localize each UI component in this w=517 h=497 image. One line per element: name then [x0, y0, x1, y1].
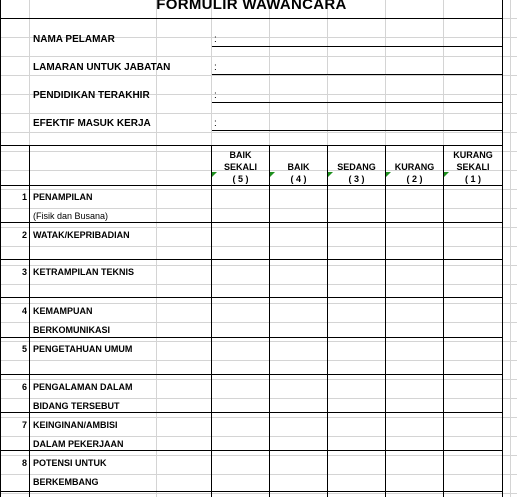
title-border-bottom	[0, 18, 503, 19]
gridline-horizontal	[0, 284, 517, 285]
table-header-border-bottom	[0, 185, 503, 186]
rating-header-score: ( 3 )	[348, 174, 365, 184]
field-label-lamaran-jabatan: LAMARAN UNTUK JABATAN	[33, 62, 171, 73]
criteria-name: KETRAMPILAN TEKNIS	[33, 267, 134, 277]
gridline-horizontal	[0, 360, 517, 361]
criteria-row-border	[0, 337, 503, 338]
rating-header-kurang-sekali	[444, 147, 502, 185]
rating-header-score: ( 2 )	[406, 174, 423, 184]
criteria-row-border	[0, 450, 503, 451]
table-col-divider	[385, 145, 386, 497]
criteria-number: 5	[21, 344, 27, 354]
field-colon: :	[214, 34, 217, 45]
criteria-name: PENAMPILAN	[33, 192, 93, 202]
criteria-name: KEMAMPUAN	[33, 306, 93, 316]
gridline-horizontal	[0, 265, 517, 266]
rating-header-sedang	[328, 147, 385, 185]
rating-header-baik	[270, 147, 327, 185]
criteria-name: KEINGINAN/AMBISI	[33, 420, 118, 430]
rating-header-line2: BAIK	[287, 162, 310, 172]
rating-header-line2: SEKALI	[456, 162, 490, 172]
rating-header-baik-sekali	[212, 147, 269, 185]
comment-indicator-icon[interactable]	[212, 172, 217, 177]
criteria-name: PENGALAMAN DALAM	[33, 382, 133, 392]
rating-header-line2: KURANG	[394, 162, 435, 172]
outer-border-right	[502, 0, 503, 497]
rating-header-line2: SEKALI	[223, 162, 257, 172]
criteria-row-border	[0, 222, 503, 223]
gridline-horizontal	[0, 436, 517, 437]
gridline-horizontal	[0, 75, 517, 76]
criteria-name: PENGETAHUAN UMUM	[33, 344, 133, 354]
gridline-horizontal	[0, 417, 517, 418]
gridline-horizontal	[0, 474, 517, 475]
table-col-divider	[327, 145, 328, 497]
criteria-row-border	[0, 297, 503, 298]
criteria-subtext: BERKEMBANG	[33, 477, 99, 487]
gridline-horizontal	[0, 246, 517, 247]
rating-header-line2: SEDANG	[337, 162, 376, 172]
rating-header-score: ( 5 )	[232, 174, 249, 184]
rating-header-kurang	[386, 147, 443, 185]
criteria-name: POTENSI UNTUK	[33, 458, 107, 468]
field-colon: :	[214, 118, 217, 129]
rating-header-line1: KURANG	[453, 150, 493, 160]
criteria-row-border	[0, 412, 503, 413]
rating-header-line1: BAIK	[229, 150, 252, 160]
criteria-number: 7	[21, 420, 27, 430]
criteria-subtext: DALAM PEKERJAAN	[33, 439, 124, 449]
field-input-lamaran-jabatan[interactable]	[212, 74, 502, 75]
gridline-horizontal	[0, 341, 517, 342]
criteria-subtext: BERKOMUNIKASI	[33, 325, 111, 335]
table-border-bottom	[0, 491, 503, 492]
criteria-name: WATAK/KEPRIBADIAN	[33, 230, 130, 240]
field-colon: :	[214, 90, 217, 101]
criteria-number: 8	[21, 458, 27, 468]
field-label-pendidikan-terakhir: PENDIDIKAN TERAKHIR	[33, 90, 150, 101]
comment-indicator-icon[interactable]	[270, 172, 275, 177]
gridline-horizontal	[0, 398, 517, 399]
gridline-horizontal	[0, 132, 517, 133]
gridline-horizontal	[0, 56, 517, 57]
table-col-divider	[443, 145, 444, 497]
criteria-number: 2	[21, 230, 27, 240]
gridline-horizontal	[0, 379, 517, 380]
gridline-horizontal	[0, 455, 517, 456]
gridline-horizontal	[0, 208, 517, 209]
table-col-divider	[29, 145, 30, 497]
gridline-horizontal	[0, 227, 517, 228]
gridline-horizontal	[0, 322, 517, 323]
criteria-number: 6	[21, 382, 27, 392]
table-border-top	[0, 145, 503, 146]
comment-indicator-icon[interactable]	[444, 172, 449, 177]
comment-indicator-icon[interactable]	[328, 172, 333, 177]
gridline-horizontal	[0, 113, 517, 114]
criteria-number: 1	[21, 192, 27, 202]
criteria-number: 4	[21, 306, 27, 316]
field-input-nama-pelamar[interactable]	[212, 46, 502, 47]
gridline-horizontal	[0, 493, 517, 494]
criteria-subtext: (Fisik dan Busana)	[33, 211, 109, 221]
rating-header-score: ( 1 )	[464, 174, 481, 184]
table-col-divider	[211, 145, 212, 497]
table-col-divider	[269, 145, 270, 497]
criteria-row-border	[0, 374, 503, 375]
field-input-efektif-masuk-kerja[interactable]	[212, 130, 502, 131]
gridline-horizontal	[0, 189, 517, 190]
criteria-row-border	[0, 259, 503, 260]
gridline-horizontal	[0, 303, 517, 304]
field-colon: :	[214, 62, 217, 73]
rating-header-score: ( 4 )	[290, 174, 307, 184]
comment-indicator-icon[interactable]	[386, 172, 391, 177]
criteria-subtext: BIDANG TERSEBUT	[33, 401, 120, 411]
field-input-pendidikan-terakhir[interactable]	[212, 102, 502, 103]
criteria-number: 3	[21, 267, 27, 277]
field-label-nama-pelamar: NAMA PELAMAR	[33, 34, 115, 45]
field-label-efektif-masuk-kerja: EFEKTIF MASUK KERJA	[33, 118, 151, 129]
form-title: FORMULIR WAWANCARA	[156, 0, 347, 13]
